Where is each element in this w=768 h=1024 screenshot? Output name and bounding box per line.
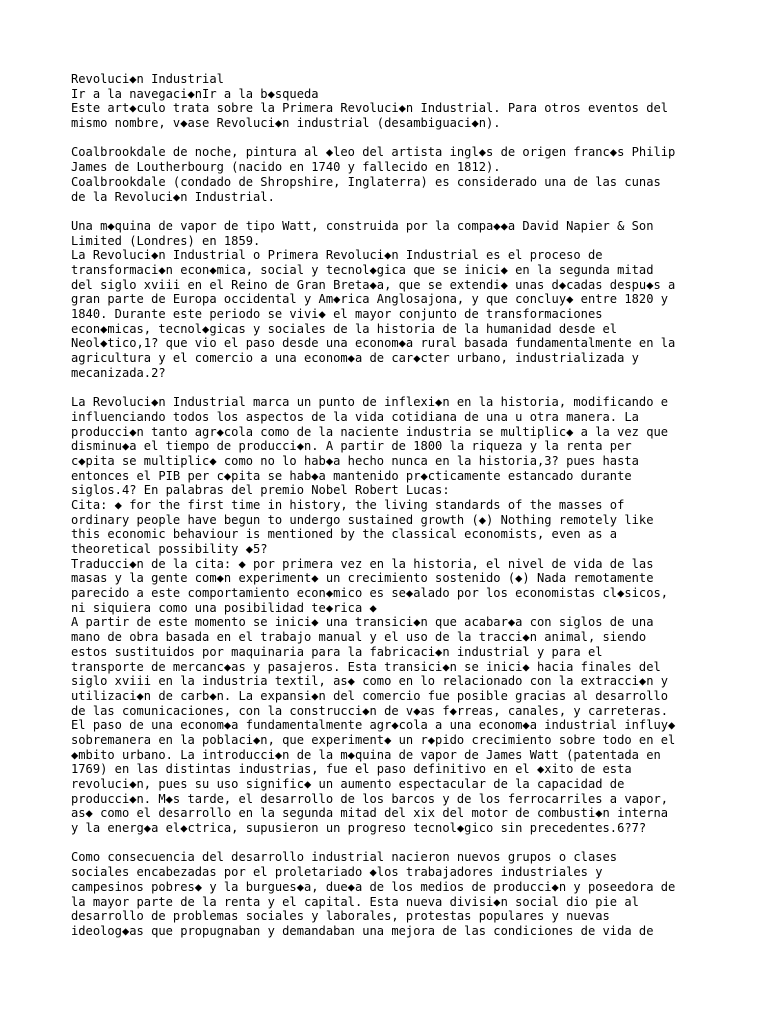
text-line: La Revoluci◆n Industrial marca un punto de inflexi◆n en la historia, modificando e [71,395,669,410]
document-body [71,72,711,939]
text-line: utilizaci◆n de carb◆n. La expansi◆n del comercio fue posible gracias al desarrollo [71,688,669,703]
text-line: theoretical possibility ◆5? [71,542,268,556]
text-line: agricultura y el comercio a una econom◆a de car◆cter urbano, industrializada y [71,351,639,366]
text-line: campesinos pobres◆ y la burgues◆a, due◆a de los medios de producci◆n y poseedora de [71,879,676,894]
text-line: gran parte de Europa occidental y Am◆rica Anglosajona, y que concluy◆ entre 1820 y [71,292,669,307]
paragraph [71,72,711,131]
text-line: transporte de mercanc◆as y pasajeros. Esta transici◆n se inici◆ hacia finales del [71,659,661,674]
text-line: siglos.4? En palabras del premio Nobel Robert Lucas: [71,483,450,498]
text-line: ◆mbito urbano. La introducci◆n de la m◆quina de vapor de James Watt (patentada en [71,747,661,762]
text-line: parecido a este comportamiento econ◆mico es se◆alado por los economistas cl◆sicos, [71,586,669,601]
text-line: James de Loutherbourg (nacido en 1740 y fallecido en 1812). [71,160,501,175]
text-line: Ir a la navegaci◆nIr a la b◆squeda [71,86,319,101]
text-line: as◆ como el desarrollo en la segunda mitad del xix del motor de combusti◆n interna [71,806,669,821]
text-line: disminu◆a el tiempo de producci◆n. A partir de 1800 la riqueza y la renta per [71,439,632,454]
text-line: mismo nombre, v◆ase Revoluci◆n industrial (desambiguaci◆n). [71,116,501,131]
text-line: A partir de este momento se inici◆ una transici◆n que acabar◆a con siglos de una [71,615,654,630]
text-line: producci◆n tanto agr◆cola como de la naciente industria se multiplic◆ a la vez que [71,424,669,439]
text-line: La Revoluci◆n Industrial o Primera Revoluci◆n Industrial es el proceso de [71,248,603,263]
text-line: Cita: ◆ for the first time in history, the living standards of the masses of [71,497,625,512]
text-line: masas y la gente com◆n experiment◆ un crecimiento sostenido (◆) Nada remotamente [71,571,654,586]
text-line: mecanizada.2? [71,365,166,380]
text-line: transformaci◆n econ◆mica, social y tecnol◆gica que se inici◆ en la segunda mitad [71,262,654,277]
paragraph [71,395,711,836]
text-line: Limited (Londres) en 1859. [71,233,261,248]
text-line: Una m◆quina de vapor de tipo Watt, construida por la compa◆◆a David Napier & Son [71,218,654,233]
paragraph [71,850,711,938]
text-line: Coalbrookdale de noche, pintura al ◆leo del artista ingl◆s de origen franc◆s Philip [71,145,676,160]
text-line: desarrollo de problemas sociales y laborales, protestas populares y nuevas [71,909,610,924]
text-line: producci◆n. M◆s tarde, el desarrollo de los barcos y de los ferrocarriles a vapor, [71,791,669,806]
text-line: sociales encabezadas por el proletariado ◆los trabajadores industriales y [71,865,603,880]
text-line: la mayor parte de la renta y el capital. Esta nueva divisi◆n social dio pie al [71,894,639,909]
text-line: siglo xviii en la industria textil, as◆ como en lo relacionado con la extracci◆n y [71,674,669,689]
paragraph [71,219,711,381]
text-line: y la energ◆a el◆ctrica, supusieron un progreso tecnol◆gico sin precedentes.6?7? [71,821,647,836]
text-line: del siglo xviii en el Reino de Gran Breta◆a, que se extendi◆ unas d◆cadas despu◆s a [71,277,676,292]
text-line: ni siquiera como una posibilidad te◆rica ◆ [71,600,377,615]
text-line: entonces el PIB per c◆pita se hab◆a mantenido pr◆cticamente estancado durante [71,468,632,483]
text-line: Coalbrookdale (condado de Shropshire, Inglaterra) es considerado una de las cunas [71,174,661,189]
text-line: sobremanera en la poblaci◆n, que experiment◆ un r◆pido crecimiento sobre todo en el [71,732,676,747]
text-line: ideolog◆as que propugnaban y demandaban una mejora de las condiciones de vida de [71,923,654,938]
text-line: mano de obra basada en el trabajo manual y el uso de la tracci◆n animal, siendo [71,630,647,645]
text-line: de la Revoluci◆n Industrial. [71,189,275,204]
paragraph-gap [71,380,711,395]
paragraph-gap [71,204,711,219]
paragraph-gap [71,836,711,851]
text-line: Como consecuencia del desarrollo industrial nacieron nuevos grupos o clases [71,850,618,865]
text-line: El paso de una econom◆a fundamentalmente agr◆cola a una econom◆a industrial influy◆ [71,718,676,733]
text-line: econ◆micas, tecnol◆gicas y sociales de la historia de la humanidad desde el [71,321,618,336]
text-line: revoluci◆n, pues su uso signific◆ un aumento espectacular de la capacidad de [71,777,625,791]
text-line: this economic behaviour is mentioned by the classical economists, even as a [71,527,618,542]
text-line: de las comunicaciones, con la construcci◆n de v◆as f◆rreas, canales, y carreteras. [71,703,669,718]
text-line: Traducci◆n de la cita: ◆ por primera vez en la historia, el nivel de vida de las [71,556,654,571]
text-line: 1840. Durante este periodo se vivi◆ el mayor conjunto de transformaciones [71,307,603,321]
text-line: 1769) en las distintas industrias, fue el paso definitivo en el ◆xito de esta [71,762,632,777]
text-line: influenciando todos los aspectos de la vida cotidiana de una u otra manera. La [71,409,639,424]
text-line: Neol◆tico,1? que vio el paso desde una econom◆a rural basada fundamentalmente en la [71,336,676,351]
text-line: estos sustituidos por maquinaria para la fabricaci◆n industrial y para el [71,644,603,659]
text-line: Este art◆culo trata sobre la Primera Revoluci◆n Industrial. Para otros eventos del [71,101,669,116]
paragraph [71,145,711,204]
text-line: Revoluci◆n Industrial [71,72,224,86]
paragraph-gap [71,131,711,146]
text-line: c◆pita se multiplic◆ como no lo hab◆a hecho nunca en la historia,3? pues hasta [71,453,639,468]
text-line: ordinary people have begun to undergo sustained growth (◆) Nothing remotely like [71,512,654,527]
